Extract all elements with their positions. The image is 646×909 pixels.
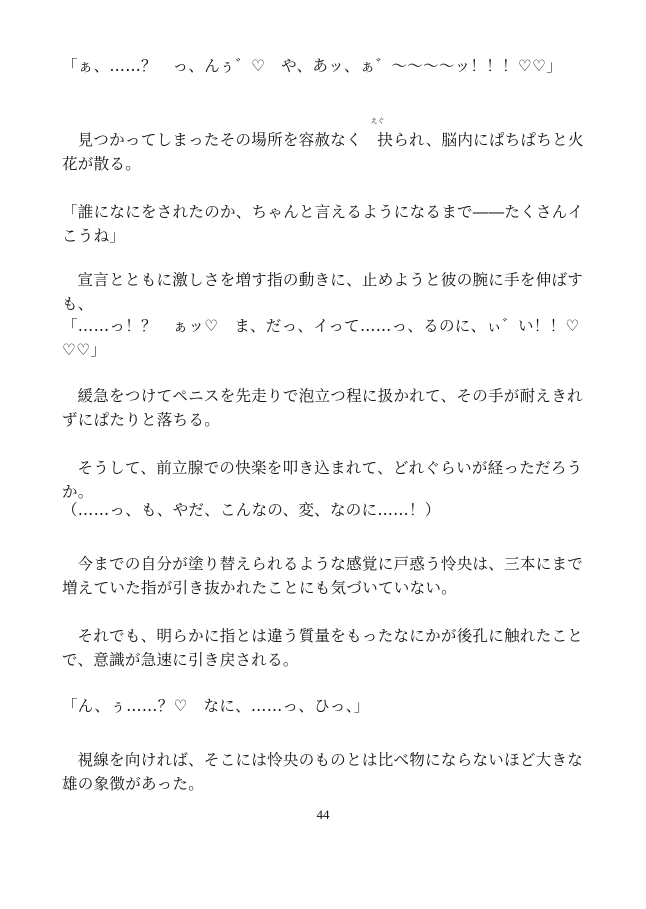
dialogue-line-2: 「誰になにをされたのか、ちゃんと言えるようになるまで――たくさんイこうね」 [62, 203, 584, 245]
dialogue-line-3: 「……っ！？ ぁッ♡ ま、だっ、イって……っ、るのに、ぃ゛い！！♡♡♡」 [62, 317, 580, 359]
ruby-reading: えぐ [370, 117, 385, 125]
inner-monologue-line: （……っ、も、やだ、こんなの、変、なのに……！） [62, 501, 441, 519]
narration-paragraph-6: それでも、明らかに指とは違う質量をもったなにかが後孔に触れたことで、意識が急速に引き戻される。 [62, 627, 584, 669]
narration-paragraph-5: 今までの自分が塗り替えられるような感覚に戸惑う怜央は、三本にまで増えていた指が引き抜かれたことにも気づいていない。 [62, 555, 584, 597]
narration-paragraph-1 [62, 117, 592, 176]
narration-paragraph-3: 緩急をつけてペニスを先走りで泡立つ程に扱かれて、その手が耐えきれずにぱたりと落ちる。 [62, 387, 583, 429]
narration-paragraph-4: そうして、前立腺での快楽を叩き込まれて、どれぐらいが経っただろうか。 [62, 459, 583, 501]
narration-paragraph-1-post: られ、脳内にぱちぱちと火花が散る。 [62, 131, 584, 173]
dialogue-line-1: 「ぁ、……？ っ、んぅ゛♡ や、あッ、ぁ゛〜〜〜〜ッ！！！♡♡」 [62, 57, 563, 75]
narration-paragraph-1-pre: 見つかってしまったその場所を容赦なく [77, 131, 362, 149]
dialogue-line-4: 「ん、ぅ……？♡ なに、……っ、ひっ、」 [62, 697, 370, 715]
narration-paragraph-2: 宣言とともに激しさを増す指の動きに、止めようと彼の腕に手を伸ばすも、 [62, 271, 584, 313]
ruby-annotation [362, 117, 394, 152]
narration-paragraph-7: 視線を向ければ、そこには怜央のものとは比べ物にならないほど大きな雄の象徴があった。 [62, 751, 584, 793]
ruby-base: 抉 [377, 131, 394, 149]
page-number: 44 [316, 807, 330, 822]
